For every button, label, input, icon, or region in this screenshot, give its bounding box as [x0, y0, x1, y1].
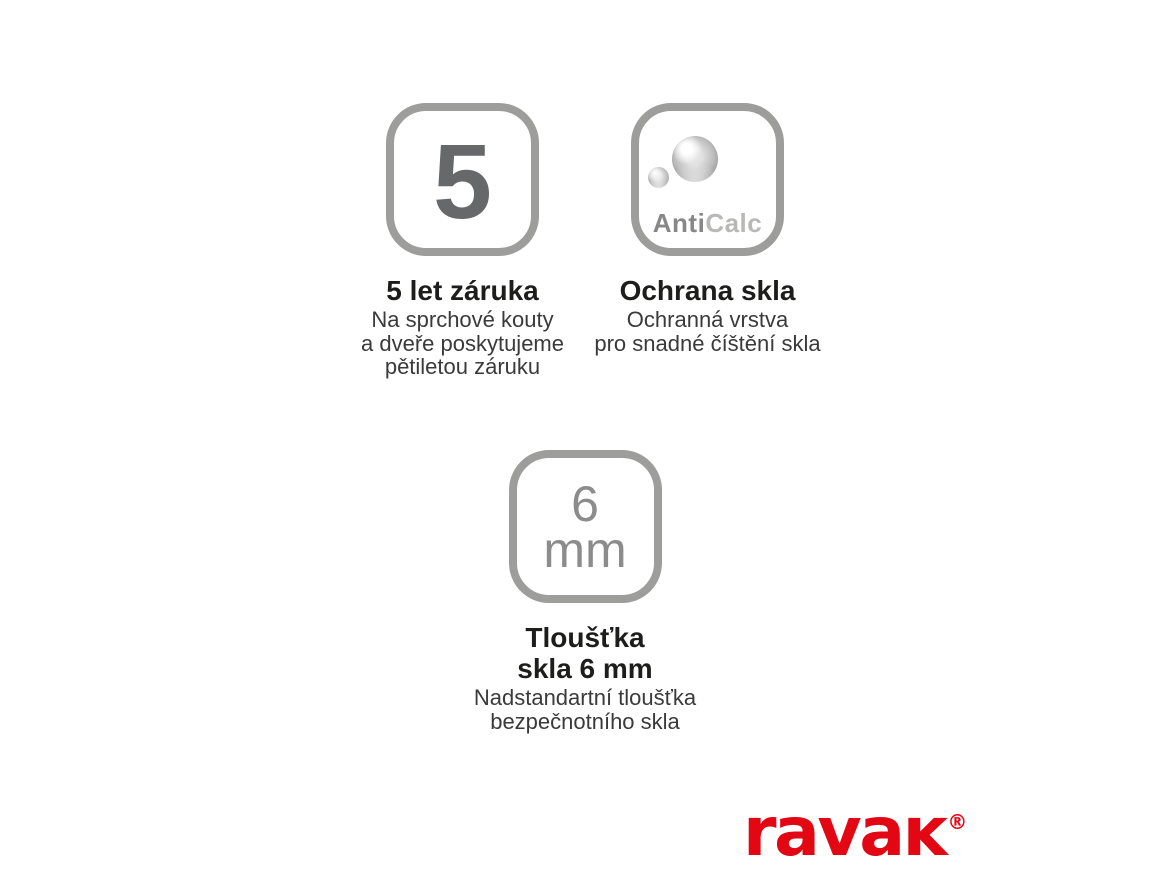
feature-anticalc — [585, 103, 830, 379]
feature-anticalc-title: Ochrana skla — [619, 275, 796, 306]
warranty-5-years-icon — [386, 103, 539, 256]
feature-warranty-title: 5 let záruka — [386, 275, 539, 306]
glass-thickness-6mm-icon — [509, 450, 662, 603]
features-row-top — [0, 103, 1170, 379]
water-drop-large-icon — [672, 136, 718, 182]
feature-anticalc-description: Ochranná vrstva pro snadné číštění skla — [594, 307, 821, 356]
registered-trademark-icon: ® — [947, 810, 968, 834]
ravak-wordmark: ravaĸ — [743, 793, 946, 872]
warranty-number: 5 — [433, 122, 492, 241]
ravak-logo — [743, 793, 968, 872]
feature-glass-thickness-description: Nadstandartní tloušťka bezpečnotního skla — [473, 685, 697, 734]
anticalc-wordmark: AntiCalc — [652, 208, 763, 238]
feature-glass-thickness-title: Tloušťka skla 6 mm — [517, 622, 653, 684]
glass-thickness-value: 6 mm — [543, 475, 627, 578]
feature-glass-thickness — [435, 450, 735, 733]
feature-warranty-description: Na sprchové kouty a dveře poskytujeme pětiletou záruku — [361, 307, 564, 379]
anticalc-bubbles-icon — [631, 103, 784, 256]
water-drop-small-icon — [648, 167, 669, 188]
feature-warranty — [340, 103, 585, 379]
features-row-middle — [0, 450, 1170, 733]
